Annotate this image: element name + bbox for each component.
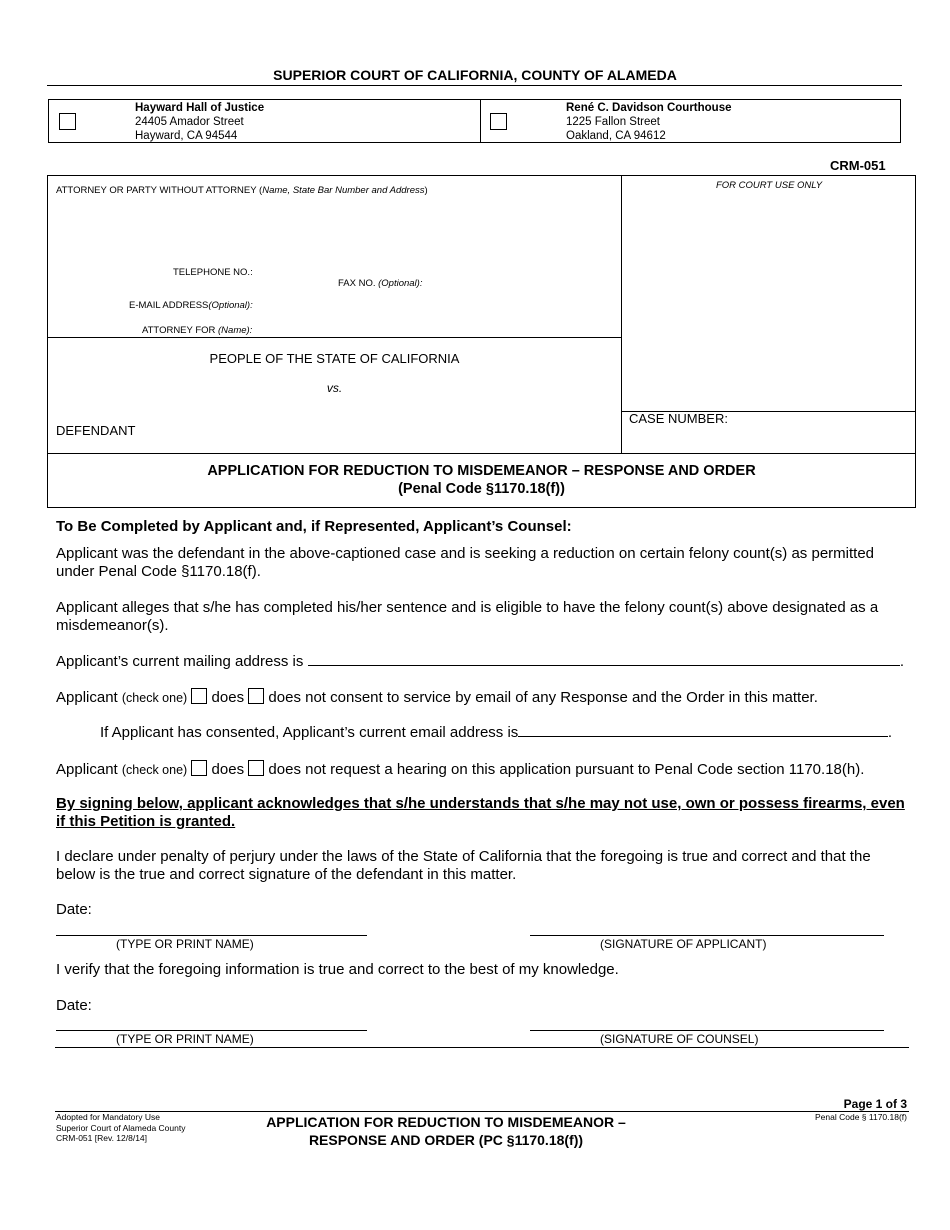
caption-title-divider: [48, 453, 915, 454]
email-label: [129, 300, 253, 311]
email-optional: (Optional):: [208, 300, 253, 311]
fax-label-text: FAX NO.: [338, 278, 376, 289]
email-label-text: E-MAIL ADDRESS: [129, 300, 209, 311]
attorney-label: [56, 185, 428, 196]
signature-caption-counsel: (SIGNATURE OF COUNSEL): [600, 1032, 759, 1046]
verification-statement: I verify that the foregoing information is true and correct to the best of my knowledge.: [56, 961, 619, 978]
mailing-address-row: [56, 652, 904, 671]
hearing-does-label: does: [211, 761, 245, 778]
consent-does-not-label: does not consent to service by email of any Response and the Order in this matter.: [268, 689, 818, 706]
page-number: Page 1 of 3: [843, 1097, 907, 1111]
footer-penal-code: Penal Code § 1170.18(f): [815, 1112, 907, 1122]
signature-line-counsel[interactable]: [530, 1030, 884, 1031]
consent-applicant: Applicant: [56, 689, 118, 706]
consent-check-one: (check one): [121, 691, 188, 705]
consent-does-not-checkbox[interactable]: [248, 688, 264, 704]
mailing-address-label: Applicant’s current mailing address is: [56, 653, 304, 670]
email-address-end: .: [887, 724, 892, 741]
court-use-label: FOR COURT USE ONLY: [715, 180, 823, 191]
form-title-line2: (Penal Code §1170.18(f)): [398, 481, 565, 497]
mailing-address-end: .: [899, 653, 904, 670]
footer-adopted: [56, 1112, 185, 1144]
paragraph-reduction: Applicant was the defendant in the above-captioned case and is seeking a reduction on certain felony count(s) as permitted under Penal Code §1170.18(f).: [56, 545, 875, 580]
attorney-label-end: ): [424, 185, 428, 196]
davidson-address: [566, 101, 732, 143]
header-rule: [47, 85, 902, 86]
davidson-checkbox[interactable]: [490, 113, 507, 130]
defendant-label: DEFENDANT: [56, 423, 136, 438]
hayward-checkbox[interactable]: [59, 113, 76, 130]
hayward-name: Hayward Hall of Justice: [135, 102, 265, 114]
signature-line-applicant[interactable]: [530, 935, 884, 936]
people-label: PEOPLE OF THE STATE OF CALIFORNIA: [209, 351, 460, 366]
print-name-caption-counsel: (TYPE OR PRINT NAME): [116, 1032, 254, 1046]
print-name-line-counsel[interactable]: [56, 1030, 367, 1031]
hearing-applicant: Applicant: [56, 761, 118, 778]
attorney-label-italic: Name, State Bar Number and Address: [262, 185, 425, 196]
hearing-does-not-label: does not request a hearing on this application pursuant to Penal Code section 1170.18(h).: [268, 761, 865, 778]
email-consent-row: [56, 688, 818, 707]
footer-title: [200, 1113, 692, 1149]
signature-caption-applicant: (SIGNATURE OF APPLICANT): [600, 937, 767, 951]
courthouse-divider: [480, 100, 481, 142]
date-label-counsel: Date:: [56, 997, 92, 1014]
section-heading: To Be Completed by Applicant and, if Represented, Applicant’s Counsel:: [56, 518, 572, 535]
print-name-caption-applicant: (TYPE OR PRINT NAME): [116, 937, 254, 951]
hayward-address: [135, 101, 264, 143]
footer-adopted-line1: Adopted for Mandatory Use: [56, 1112, 160, 1122]
case-number-label: CASE NUMBER:: [629, 411, 728, 426]
hearing-does-checkbox[interactable]: [191, 760, 207, 776]
date-label-applicant: Date:: [56, 901, 92, 918]
vs-label: vs.: [326, 381, 343, 395]
fax-label: [338, 278, 422, 289]
print-name-line-applicant[interactable]: [56, 935, 367, 936]
consent-does-label: does: [211, 689, 245, 706]
hearing-row: [56, 760, 864, 779]
fax-optional: (Optional):: [378, 278, 423, 289]
form-title: [48, 462, 915, 498]
firearms-acknowledgment: By signing below, applicant acknowledges that s/he understands that s/he may not use, own or possess firearms, even if this Petition is granted.: [56, 795, 905, 830]
section-end-rule: [55, 1047, 909, 1048]
hearing-check-one: (check one): [121, 763, 188, 777]
courthouse-box: [48, 99, 901, 143]
davidson-city: Oakland, CA 94612: [566, 130, 666, 142]
attorney-for-name: (Name):: [218, 325, 253, 336]
attorney-for-text: ATTORNEY FOR: [142, 325, 216, 336]
hayward-street: 24405 Amador Street: [135, 116, 244, 128]
form-title-line1: APPLICATION FOR REDUCTION TO MISDEMEANOR – RESPONSE AND ORDER: [207, 463, 756, 479]
davidson-name: René C. Davidson Courthouse: [566, 102, 732, 114]
consent-does-checkbox[interactable]: [191, 688, 207, 704]
paragraph-eligibility: Applicant alleges that s/he has completed his/her sentence and is eligible to have the felony count(s) above designated as a misdemeanor(s).: [56, 599, 879, 634]
caption-box: [47, 175, 916, 508]
email-address-field[interactable]: [518, 723, 888, 737]
attorney-label-text: ATTORNEY OR PARTY WITHOUT ATTORNEY (: [56, 185, 263, 196]
perjury-declaration: I declare under penalty of perjury under the laws of the State of California that the foregoing is true and correct and that the below is the true and correct signature of the defendant in this matter.: [56, 848, 871, 883]
hearing-does-not-checkbox[interactable]: [248, 760, 264, 776]
court-title: SUPERIOR COURT OF CALIFORNIA, COUNTY OF ALAMEDA: [273, 67, 677, 83]
telephone-label: TELEPHONE NO.:: [173, 267, 253, 278]
footer-title-line1: APPLICATION FOR REDUCTION TO MISDEMEANOR –: [266, 1114, 626, 1130]
hayward-city: Hayward, CA 94544: [135, 130, 238, 142]
email-address-label: If Applicant has consented, Applicant’s current email address is: [100, 724, 519, 741]
footer-adopted-line3: CRM-051 [Rev. 12/8/14]: [56, 1133, 148, 1143]
email-address-row: [100, 723, 892, 742]
mailing-address-field[interactable]: [308, 652, 899, 666]
form-number: CRM-051: [830, 158, 886, 173]
attorney-for-label: [142, 325, 252, 336]
footer-title-line2: RESPONSE AND ORDER (PC §1170.18(f)): [308, 1132, 584, 1148]
davidson-street: 1225 Fallon Street: [566, 116, 660, 128]
footer-adopted-line2: Superior Court of Alameda County: [56, 1122, 186, 1133]
caption-left-divider: [48, 337, 621, 338]
